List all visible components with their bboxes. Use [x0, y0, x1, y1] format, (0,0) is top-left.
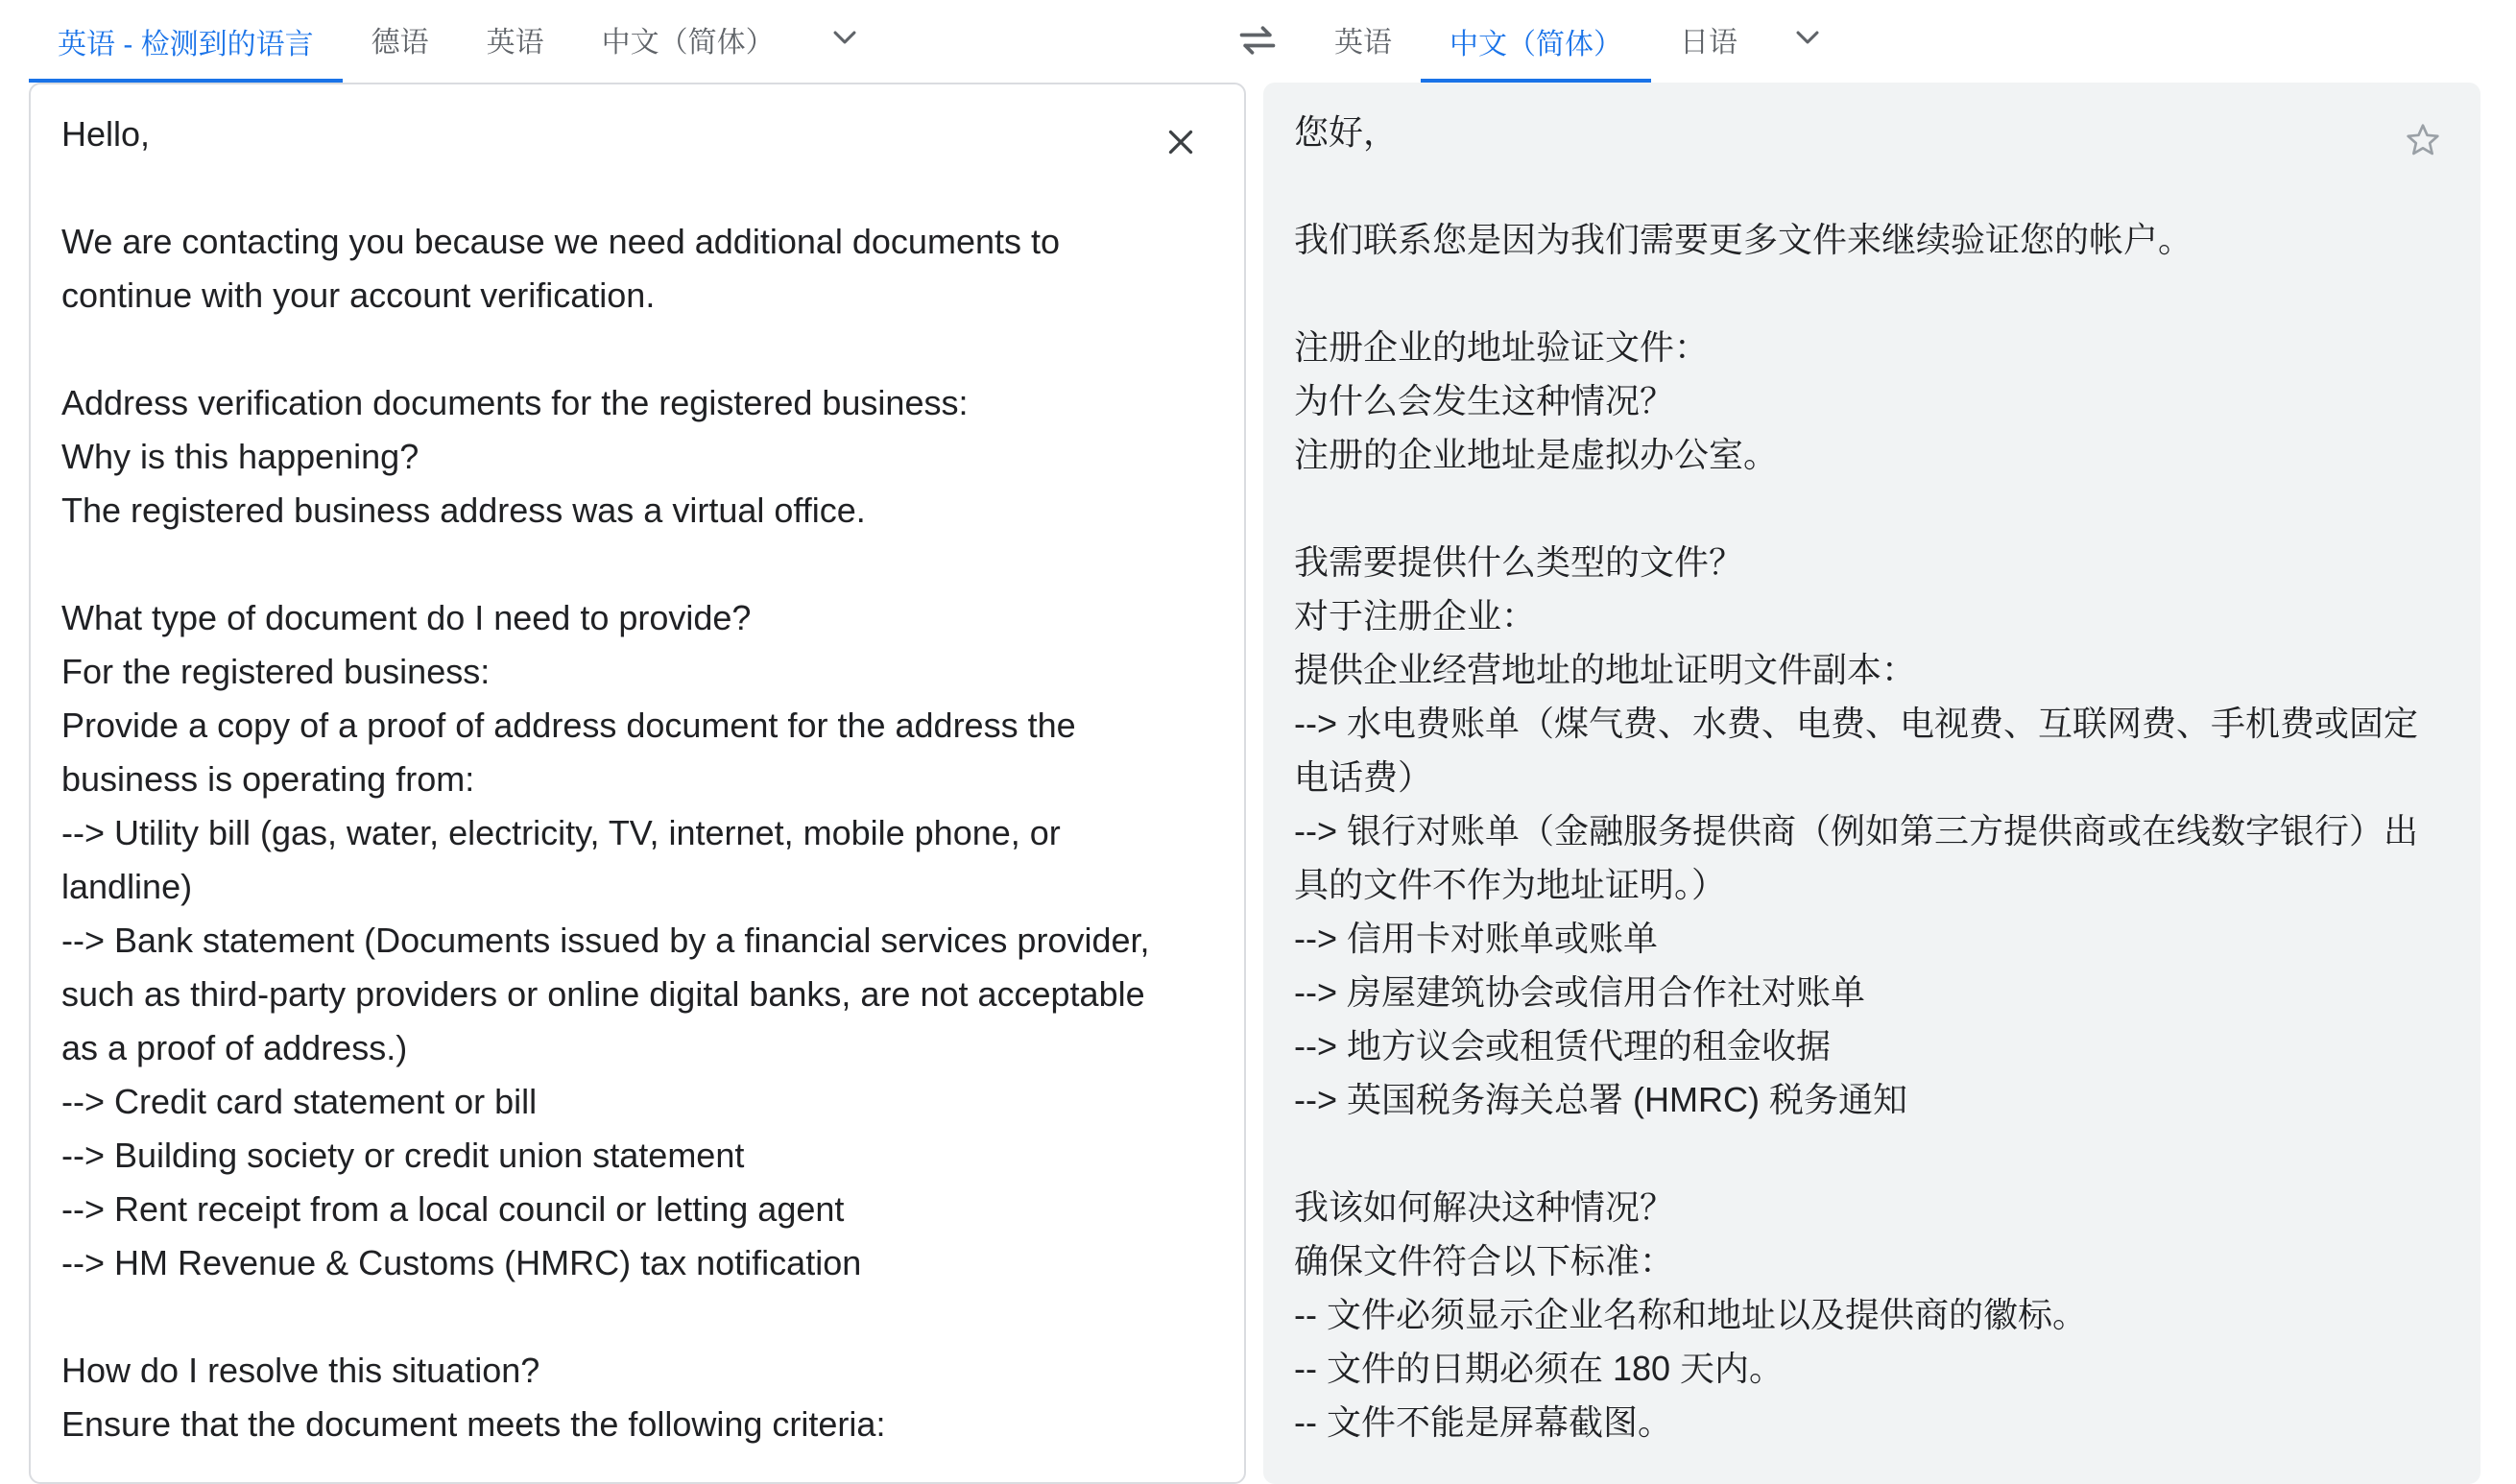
source-text-panel [29, 83, 1246, 1484]
source-language-bar [29, 0, 1248, 83]
clear-source-text-button[interactable] [1150, 111, 1211, 173]
translation-output-panel [1263, 83, 2480, 1484]
tab-source-german[interactable]: 德语 [371, 27, 429, 59]
source-text-input[interactable]: Hello, We are contacting you because we need additional documents to continue with your account verification. Address verification documents for the registered business: Why is this happening? The registered business address was a virtual office. What type of document do I need to provide? For the registered business: Provide a copy of a proof of address document for the address the business is operating from: --> Utility bill (gas, water, electricity, TV, internet, mobile phone, or landline) --> Bank statement (Documents issued by a financial services provider, such as third-party providers or online digital banks, are not acceptable as a proof of address.) --> Credit card statement or bill --> Building society or credit union statement --> Rent receipt from a local council or letting agent --> HM Revenue & Customs (HMRC) tax notification How do I resolve this situation? Ensure that the document meets the following criteria: [61, 114, 1150, 1444]
target-more-languages-button[interactable] [1766, 0, 1849, 75]
star-outline-icon [2404, 121, 2442, 159]
tab-target-japanese[interactable]: 日语 [1680, 27, 1737, 59]
close-icon [1163, 125, 1198, 159]
swap-languages-button[interactable] [1227, 10, 1288, 71]
tab-source-detected-english[interactable]: 英语 - 检测到的语言 [29, 0, 343, 83]
swap-languages-icon [1236, 19, 1279, 61]
tab-source-chinese-simplified[interactable]: 中文（简体） [601, 27, 775, 59]
source-more-languages-button[interactable] [803, 0, 886, 75]
target-language-bar [1306, 0, 2486, 83]
tab-source-english[interactable]: 英语 [486, 27, 544, 59]
chevron-down-icon [828, 21, 861, 54]
tab-target-english[interactable]: 英语 [1334, 27, 1392, 59]
chevron-down-icon [1791, 21, 1824, 54]
tab-target-chinese-simplified[interactable]: 中文（简体） [1421, 0, 1651, 83]
translation-output-text: 您好， 我们联系您是因为我们需要更多文件来继续验证您的帐户。 注册企业的地址验证文件： 为什么会发生这种情况？ 注册的企业地址是虚拟办公室。 我需要提供什么类型的文件？ 对于注册企业： 提供企业经营地址的地址证明文件副本： --> 水电费账单（煤气费、水费、电费、电视费、互联网费、手机费或固定电话费） --> 银行对账单（金融服务提供商（例如第三方提供商或在线数字银行）出具的文件不作为地址证明。） --> 信用卡对账单或账单 --> 房屋建筑协会或信用合作社对账单 --> 地方议会或租赁代理的租金收据 --> 英国税务海关总署 (HMRC) 税务通知 我该如何解决这种情况？ 确保文件符合以下标准： -- 文件必须显示企业名称和地址以及提供商的徽标。 -- 文件的日期必须在 180 天内。 -- 文件不能是屏幕截图。 [1294, 112, 2419, 1442]
save-translation-button[interactable] [2392, 109, 2454, 171]
